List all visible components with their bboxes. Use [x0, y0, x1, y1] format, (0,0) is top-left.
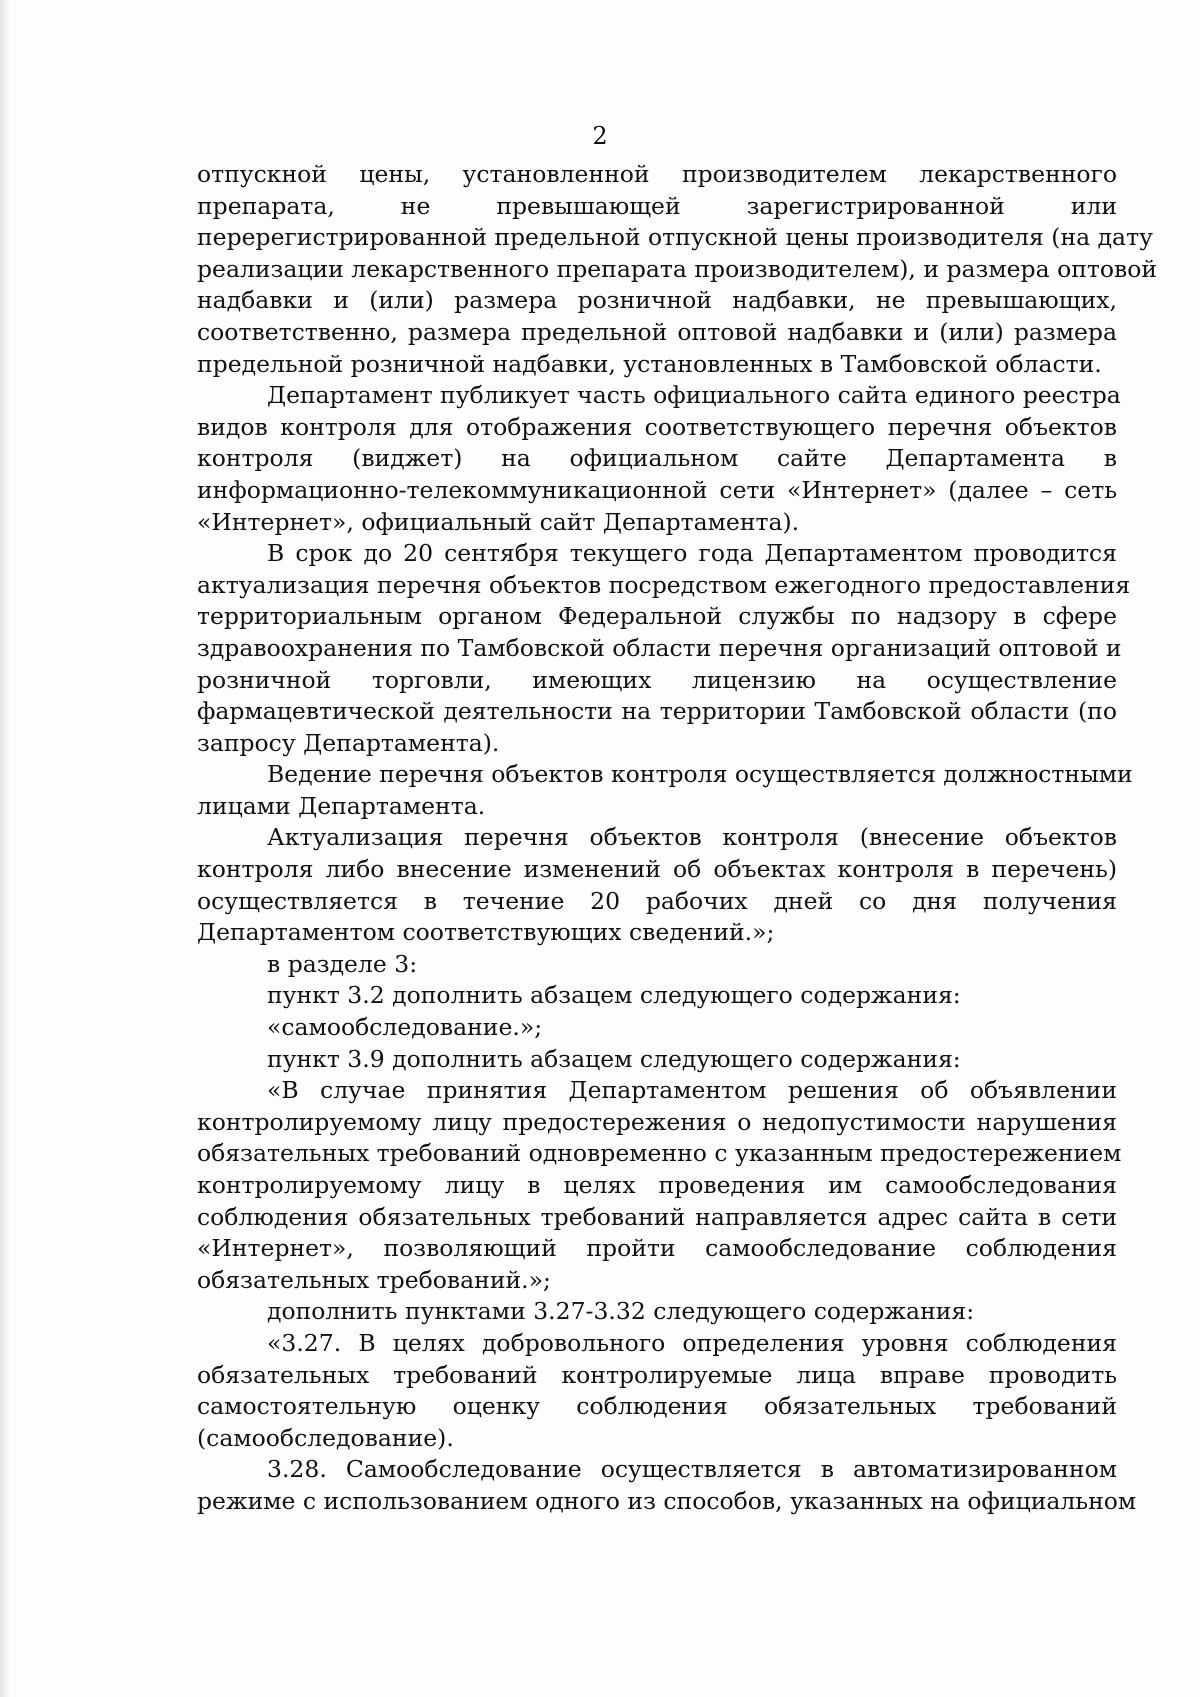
scan-edge-shadow	[0, 0, 10, 1697]
text-line: контролируемому лицу предостережения о недопустимости нарушения	[197, 1107, 1117, 1136]
text-line: видов контроля для отображения соответствующего перечня объектов	[197, 412, 1117, 441]
text-line: «самообследование.»;	[267, 1013, 543, 1042]
text-line: 3.28. Самообследование осуществляется в автоматизированном	[267, 1455, 1117, 1484]
text-line: обязательных требований контролируемые лица вправе проводить	[197, 1360, 1117, 1389]
text-line: Департаментом соответствующих сведений.»;	[197, 918, 775, 947]
text-line: контроля либо внесение изменений об объектах контроля в перечень)	[197, 855, 1117, 884]
text-line: Актуализация перечня объектов контроля (внесение объектов	[267, 823, 1117, 852]
text-line: запросу Департамента).	[197, 728, 500, 757]
text-line: самостоятельную оценку соблюдения обязательных требований	[197, 1392, 1117, 1421]
text-line: обязательных требований.»;	[197, 1265, 551, 1294]
text-line: Ведение перечня объектов контроля осуществляется должностными	[267, 760, 1133, 789]
text-line: «3.27. В целях добровольного определения уровня соблюдения	[267, 1328, 1117, 1357]
text-line: информационно-телекоммуникационной сети «Интернет» (далее – сеть	[197, 475, 1117, 504]
text-line: В срок до 20 сентября текущего года Департаментом проводится	[267, 539, 1117, 568]
text-line: перерегистрированной предельной отпускной цены производителя (на дату	[197, 223, 1153, 252]
text-line: контролируемому лицу в целях проведения им самообследования	[197, 1171, 1117, 1199]
text-line: здравоохранения по Тамбовской области перечня организаций оптовой и	[197, 633, 1122, 662]
text-line: предельной розничной надбавки, установленных в Тамбовской области.	[197, 349, 1102, 378]
text-line: надбавки и (или) размера розничной надбавки, не превышающих,	[197, 286, 1117, 315]
text-line: лицами Департамента.	[197, 791, 486, 820]
text-line: препарата, не превышающей зарегистрированной или	[197, 191, 1117, 220]
text-line: контроля (виджет) на официальном сайте Департамента в	[197, 444, 1117, 473]
text-line: соответственно, размера предельной оптовой надбавки и (или) размера	[197, 317, 1117, 346]
text-line: фармацевтической деятельности на территории Тамбовской области (по	[197, 697, 1117, 726]
text-line: в разделе 3:	[267, 949, 418, 978]
text-line: «В случае принятия Департаментом решения об объявлении	[267, 1076, 1117, 1105]
text-line: территориальным органом Федеральной службы по надзору в сфере	[197, 602, 1117, 631]
text-line: (самообследование).	[197, 1423, 454, 1452]
text-line: «Интернет», официальный сайт Департамента).	[197, 507, 800, 536]
text-line: обязательных требований одновременно с указанным предостережением	[197, 1139, 1122, 1168]
text-line: «Интернет», позволяющий пройти самообследование соблюдения	[197, 1234, 1117, 1263]
text-line: актуализация перечня объектов посредством ежегодного предоставления	[197, 570, 1131, 599]
text-line: осуществляется в течение 20 рабочих дней со дня получения	[197, 886, 1117, 915]
page-number: 2	[592, 122, 608, 150]
text-line: соблюдения обязательных требований направляется адрес сайта в сети	[197, 1202, 1117, 1231]
text-line: реализации лекарственного препарата производителем), и размера оптовой	[197, 254, 1158, 283]
document-body	[197, 159, 1158, 1518]
text-line: отпускной цены, установленной производителем лекарственного	[197, 160, 1117, 188]
text-line: пункт 3.9 дополнить абзацем следующего содержания:	[267, 1044, 961, 1073]
text-line: дополнить пунктами 3.27-3.32 следующего содержания:	[267, 1297, 975, 1326]
text-line: пункт 3.2 дополнить абзацем следующего содержания:	[267, 981, 961, 1010]
text-line: режиме с использованием одного из способов, указанных на официальном	[197, 1486, 1137, 1515]
text-line: розничной торговли, имеющих лицензию на осуществление	[197, 665, 1117, 694]
text-line: Департамент публикует часть официального сайта единого реестра	[267, 381, 1121, 410]
